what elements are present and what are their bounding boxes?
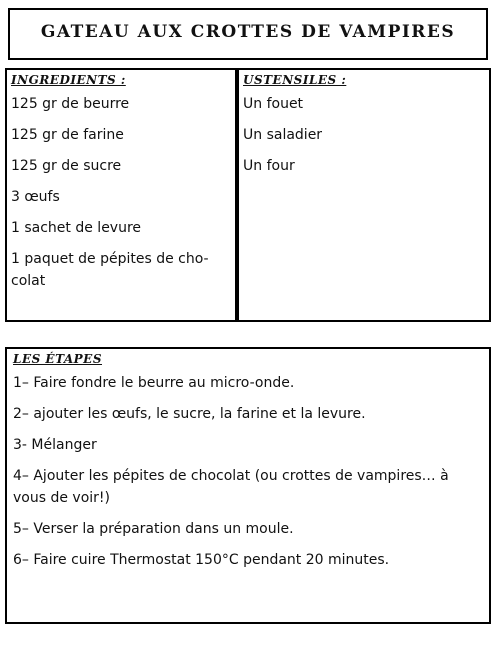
utensil-item: Un four — [243, 158, 295, 174]
ingredient-item: 125 gr de farine — [11, 127, 124, 143]
ingredient-item: 3 œufs — [11, 189, 60, 205]
utensils-heading: USTENSILES : — [243, 73, 347, 87]
step-item: 5– Verser la préparation dans un moule. — [13, 521, 294, 537]
ingredients-column — [11, 70, 229, 320]
step-item: 3- Mélanger — [13, 437, 97, 453]
column-divider — [235, 70, 239, 320]
ingredient-item: 125 gr de sucre — [11, 158, 122, 174]
ingredient-item: 125 gr de beurre — [11, 96, 130, 112]
step-item: 1– Faire fondre le beurre au micro-onde. — [13, 375, 295, 391]
steps-list — [13, 349, 481, 580]
utensil-item: Un fouet — [243, 96, 304, 112]
utensil-item: Un saladier — [243, 127, 323, 143]
title-box — [8, 8, 488, 60]
steps-box — [5, 347, 491, 624]
ingredients-utensils-table — [5, 68, 491, 322]
ingredient-item: 1 sachet de levure — [11, 220, 142, 236]
steps-heading: LES ÉTAPES — [13, 352, 102, 366]
step-item: 4– Ajouter les pépites de chocolat (ou crottes de vampires… à vous de voir!) — [13, 468, 449, 506]
utensils-column — [243, 70, 483, 320]
recipe-title: GATEAU AUX CROTTES DE VAMPIRES — [40, 22, 456, 42]
step-item: 6– Faire cuire Thermostat 150°C pendant 20 minutes. — [13, 552, 390, 568]
ingredient-item: 1 paquet de pépites de cho- colat — [11, 251, 209, 289]
step-item: 2– ajouter les œufs, le sucre, la farine et la levure. — [13, 406, 366, 422]
ingredients-heading: INGREDIENTS : — [11, 73, 126, 87]
